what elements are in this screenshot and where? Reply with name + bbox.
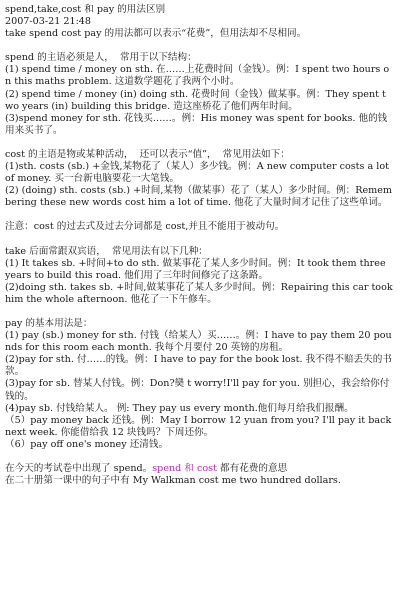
- cost-usage-2: (2) (doing) sth. costs (sb.) +时间,某物（做某事）花了（某人）多少时间。例：Remembering these new words cost him a lot of time. 他花了大量时间才记住了这些单词。: [5, 185, 393, 209]
- doc-intro: take spend cost pay 的用法都可以表示“花费”，但用法却不尽相同。: [5, 28, 307, 40]
- pay-usage-3: (3)pay for sb. 替某人付钱。例：Don?奱 t worry!I'll pay for you. 别担心，我会给你付钱的。: [5, 378, 390, 402]
- highlight-and: 和: [181, 463, 198, 474]
- cost-heading: cost 的主语是物或某种活动， 还可以表示“值”， 常见用法如下：: [5, 148, 290, 160]
- highlight-cost: cost: [197, 463, 217, 474]
- footer-line-2: 在二十册第一课中的句子中有 My Walkman cost me two hundred dollars.: [5, 475, 341, 487]
- pay-usage-1: (1) pay (sb.) money for sth. 付钱（给某人）买……。例：I have to pay them 20 pounds for this room each month. 我每个月要付 20 英镑的房租。: [5, 330, 392, 354]
- take-section: [5, 246, 394, 306]
- spend-usage-2: (2) spend time / money (in) doing sth. 花费时间（金钱）做某事。例：They spent two years (in) building this bridge. 造这座桥花了他们两年时间。: [5, 88, 386, 112]
- footer-line-1-tail: 都有花费的意思: [216, 463, 288, 474]
- take-heading: take 后面常跟双宾语， 常见用法有以下几种：: [5, 245, 208, 257]
- spend-section: [5, 52, 394, 137]
- spend-usage-1: (1) spend time / money on sth. 在……上花费时间（金钱）。例：I spent two hours on this maths problem. 这道数学题花了我两个小时。: [5, 64, 390, 88]
- pay-usage-5: （5）pay money back 还钱。例：May I borrow 12 yuan from you? I'll pay it back next week. 你能借给我 12 块钱吗？下周还你。: [5, 414, 395, 438]
- spend-heading: spend 的主语必须是人， 常用于以下结构：: [5, 52, 197, 64]
- cost-note: 注意：cost 的过去式及过去分词都是 cost,并且不能用于被动句。: [5, 221, 285, 233]
- footer-section: [5, 463, 394, 487]
- take-usage-2: (2)doing sth. takes sb. +时间,做某事花了某人多少时间。例：Repairing this car took him the whole afternoon. 他花了一下午修车。: [5, 281, 396, 305]
- footer-line-1-lead: 在今天的考试卷中出现了 spend。: [5, 463, 153, 474]
- take-usage-1: (1) It takes sb. +时间+to do sth. 做某事花了某人多少时间。例：It took them three years to build this road. 他们用了三年时间修完了这条路。: [5, 257, 389, 281]
- pay-usage-4: (4)pay sb. 付钱给某人。 例: They pay us every month.他们每月给我们报酬。: [5, 402, 354, 414]
- cost-section: [5, 149, 394, 234]
- footer-line-1: [5, 463, 394, 475]
- pay-heading: pay 的基本用法是：: [5, 317, 93, 329]
- doc-title: spend,take,cost 和 pay 的用法区别: [5, 4, 166, 15]
- spend-usage-3: (3)spend money for sth. 花钱买……。例：His money was spent for books. 他的钱用来买书了。: [5, 112, 388, 136]
- pay-section: [5, 318, 394, 451]
- pay-usage-2: (2)pay for sth. 付……的钱。例：I have to pay for the book lost. 我不得不赔丢失的书款。: [5, 354, 392, 378]
- highlight-spend: spend: [152, 463, 182, 474]
- doc-date: 2007-03-21 21:48: [5, 16, 92, 28]
- cost-usage-1: (1)sth. costs (sb.) +金钱,某物花了（某人）多少钱。例：A new computer costs a lot of money. 买一台新电脑要花一大笔钱。: [5, 161, 393, 185]
- pay-usage-6: （6）pay off one's money 还清钱。: [5, 438, 169, 450]
